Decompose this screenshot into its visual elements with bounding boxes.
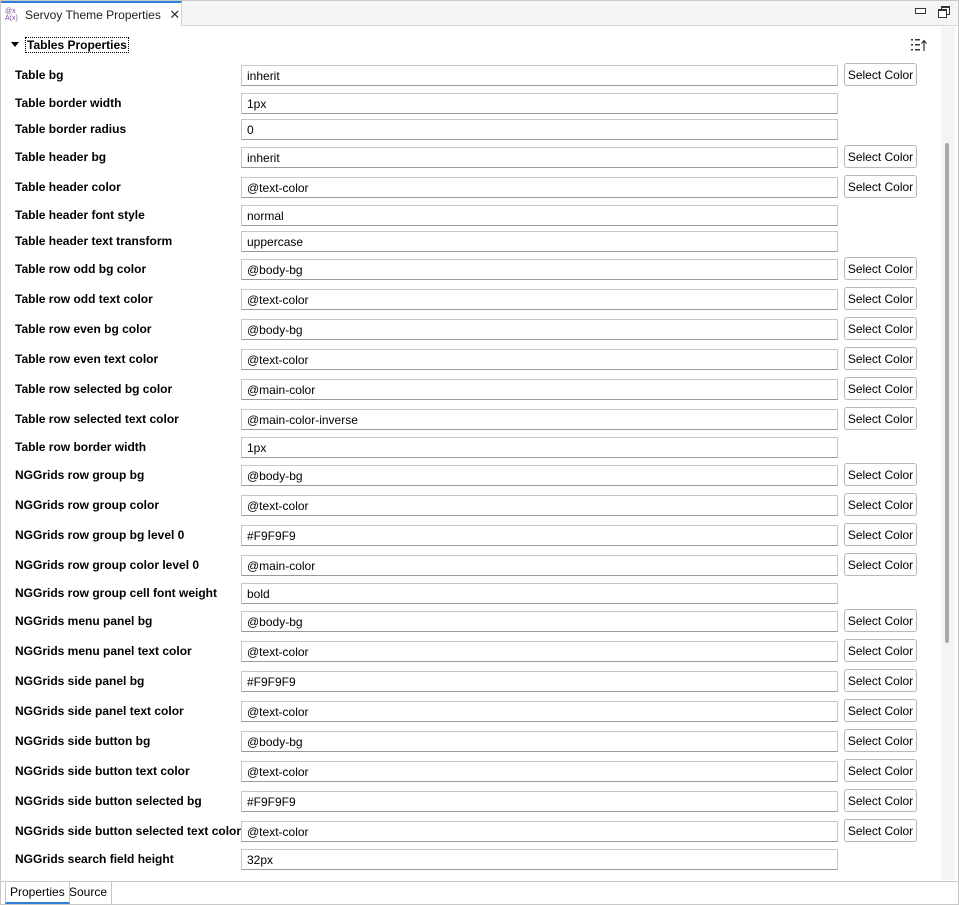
property-row	[1, 611, 941, 633]
property-value-input[interactable]	[241, 701, 838, 722]
variable-icon	[5, 6, 21, 24]
property-label: Table row odd bg color	[15, 262, 147, 276]
property-row	[1, 231, 941, 253]
property-label: NGGrids row group color level 0	[15, 558, 200, 572]
property-row	[1, 525, 941, 547]
property-value-input[interactable]	[241, 791, 838, 812]
icon-text-top: @x	[5, 7, 16, 15]
property-label: NGGrids side panel text color	[15, 704, 184, 718]
property-row	[1, 379, 941, 401]
property-label: Table row odd text color	[15, 292, 153, 306]
property-label: NGGrids row group bg	[15, 468, 145, 482]
tables-properties-section	[1, 34, 941, 56]
property-row	[1, 495, 941, 517]
property-row	[1, 671, 941, 693]
property-value-input[interactable]	[241, 349, 838, 370]
tab-title: Servoy Theme Properties	[25, 7, 161, 22]
select-color-button[interactable]: Select Color	[844, 553, 917, 576]
property-row	[1, 409, 941, 431]
property-row	[1, 791, 941, 813]
select-color-button[interactable]: Select Color	[844, 759, 917, 782]
property-row	[1, 147, 941, 169]
sort-order-icon[interactable]	[910, 37, 928, 53]
property-label: NGGrids side button selected bg	[15, 794, 202, 808]
window-controls	[914, 5, 950, 17]
select-color-button[interactable]: Select Color	[844, 819, 917, 842]
property-value-input[interactable]	[241, 289, 838, 310]
property-row	[1, 259, 941, 281]
property-row	[1, 761, 941, 783]
property-value-input[interactable]	[241, 93, 838, 114]
property-value-input[interactable]	[241, 821, 838, 842]
property-value-input[interactable]	[241, 495, 838, 516]
property-value-input[interactable]	[241, 849, 838, 870]
property-label: Table row selected bg color	[15, 382, 173, 396]
property-value-input[interactable]	[241, 409, 838, 430]
select-color-button[interactable]: Select Color	[844, 699, 917, 722]
property-label: Table bg	[15, 68, 64, 82]
restore-icon[interactable]	[938, 5, 950, 17]
property-row	[1, 349, 941, 371]
select-color-button[interactable]: Select Color	[844, 317, 917, 340]
property-label: NGGrids search field height	[15, 852, 174, 866]
property-value-input[interactable]	[241, 177, 838, 198]
select-color-button[interactable]: Select Color	[844, 523, 917, 546]
property-label: NGGrids row group bg level 0	[15, 528, 185, 542]
property-row	[1, 821, 941, 843]
property-label: Table header text transform	[15, 234, 173, 248]
property-value-input[interactable]	[241, 65, 838, 86]
property-label: NGGrids row group color	[15, 498, 160, 512]
property-value-input[interactable]	[241, 379, 838, 400]
property-row	[1, 93, 941, 115]
property-row	[1, 641, 941, 663]
property-row	[1, 319, 941, 341]
property-label: Table border radius	[15, 122, 127, 136]
collapse-triangle-icon[interactable]	[11, 42, 19, 47]
section-title[interactable]: Tables Properties	[27, 38, 127, 52]
select-color-button[interactable]: Select Color	[844, 347, 917, 370]
editor-tab-bar	[1, 1, 958, 26]
property-row	[1, 65, 941, 87]
select-color-button[interactable]: Select Color	[844, 493, 917, 516]
select-color-button[interactable]: Select Color	[844, 145, 917, 168]
property-row	[1, 731, 941, 753]
property-row	[1, 555, 941, 577]
property-label: NGGrids side button bg	[15, 734, 151, 748]
property-row	[1, 437, 941, 459]
property-label: NGGrids side button text color	[15, 764, 190, 778]
property-row	[1, 119, 941, 141]
property-row	[1, 177, 941, 199]
select-color-button[interactable]: Select Color	[844, 669, 917, 692]
property-value-input[interactable]	[241, 731, 838, 752]
property-label: NGGrids row group cell font weight	[15, 586, 218, 600]
vertical-scrollbar[interactable]	[941, 27, 955, 880]
property-label: NGGrids side button selected text color	[15, 824, 242, 838]
property-value-input[interactable]	[241, 641, 838, 662]
property-row	[1, 289, 941, 311]
property-row	[1, 205, 941, 227]
property-value-input[interactable]	[241, 583, 838, 604]
property-label: NGGrids side panel bg	[15, 674, 145, 688]
property-value-input[interactable]	[241, 119, 838, 140]
property-label: Table header bg	[15, 150, 107, 164]
property-row	[1, 465, 941, 487]
property-value-input[interactable]	[241, 611, 838, 632]
editor-tab-servoy-theme-properties[interactable]	[1, 1, 182, 26]
property-row	[1, 583, 941, 605]
select-color-button[interactable]: Select Color	[844, 639, 917, 662]
property-label: Table header font style	[15, 208, 145, 222]
tab-source[interactable]: Source	[65, 882, 112, 904]
property-label: Table header color	[15, 180, 121, 194]
property-value-input[interactable]	[241, 761, 838, 782]
property-value-input[interactable]	[241, 437, 838, 458]
select-color-button[interactable]: Select Color	[844, 609, 917, 632]
property-value-input[interactable]	[241, 671, 838, 692]
select-color-button[interactable]: Select Color	[844, 729, 917, 752]
icon-text-bottom: A(x)	[5, 14, 18, 22]
property-value-input[interactable]	[241, 465, 838, 486]
property-label: Table row selected text color	[15, 412, 179, 426]
select-color-button[interactable]: Select Color	[844, 63, 917, 86]
property-label: Table row border width	[15, 440, 147, 454]
property-label: Table row even text color	[15, 352, 159, 366]
minimize-icon[interactable]	[914, 5, 926, 17]
select-color-button[interactable]: Select Color	[844, 175, 917, 198]
property-label: Table row even bg color	[15, 322, 152, 336]
select-color-button[interactable]: Select Color	[844, 377, 917, 400]
property-row	[1, 701, 941, 723]
property-label: NGGrids menu panel bg	[15, 614, 153, 628]
bottom-tab-bar	[1, 881, 958, 904]
select-color-button[interactable]: Select Color	[844, 257, 917, 280]
select-color-button[interactable]: Select Color	[844, 463, 917, 486]
tab-properties[interactable]: Properties	[5, 882, 70, 904]
property-value-input[interactable]	[241, 259, 838, 280]
close-icon[interactable]: ✕	[169, 6, 181, 22]
select-color-button[interactable]: Select Color	[844, 789, 917, 812]
property-value-input[interactable]	[241, 525, 838, 546]
property-value-input[interactable]	[241, 319, 838, 340]
scrollbar-thumb[interactable]	[945, 143, 949, 643]
property-row	[1, 849, 941, 871]
select-color-button[interactable]: Select Color	[844, 287, 917, 310]
select-color-button[interactable]: Select Color	[844, 407, 917, 430]
property-label: NGGrids menu panel text color	[15, 644, 192, 658]
property-value-input[interactable]	[241, 147, 838, 168]
property-value-input[interactable]	[241, 555, 838, 576]
property-value-input[interactable]	[241, 231, 838, 252]
property-label: Table border width	[15, 96, 122, 110]
property-value-input[interactable]	[241, 205, 838, 226]
